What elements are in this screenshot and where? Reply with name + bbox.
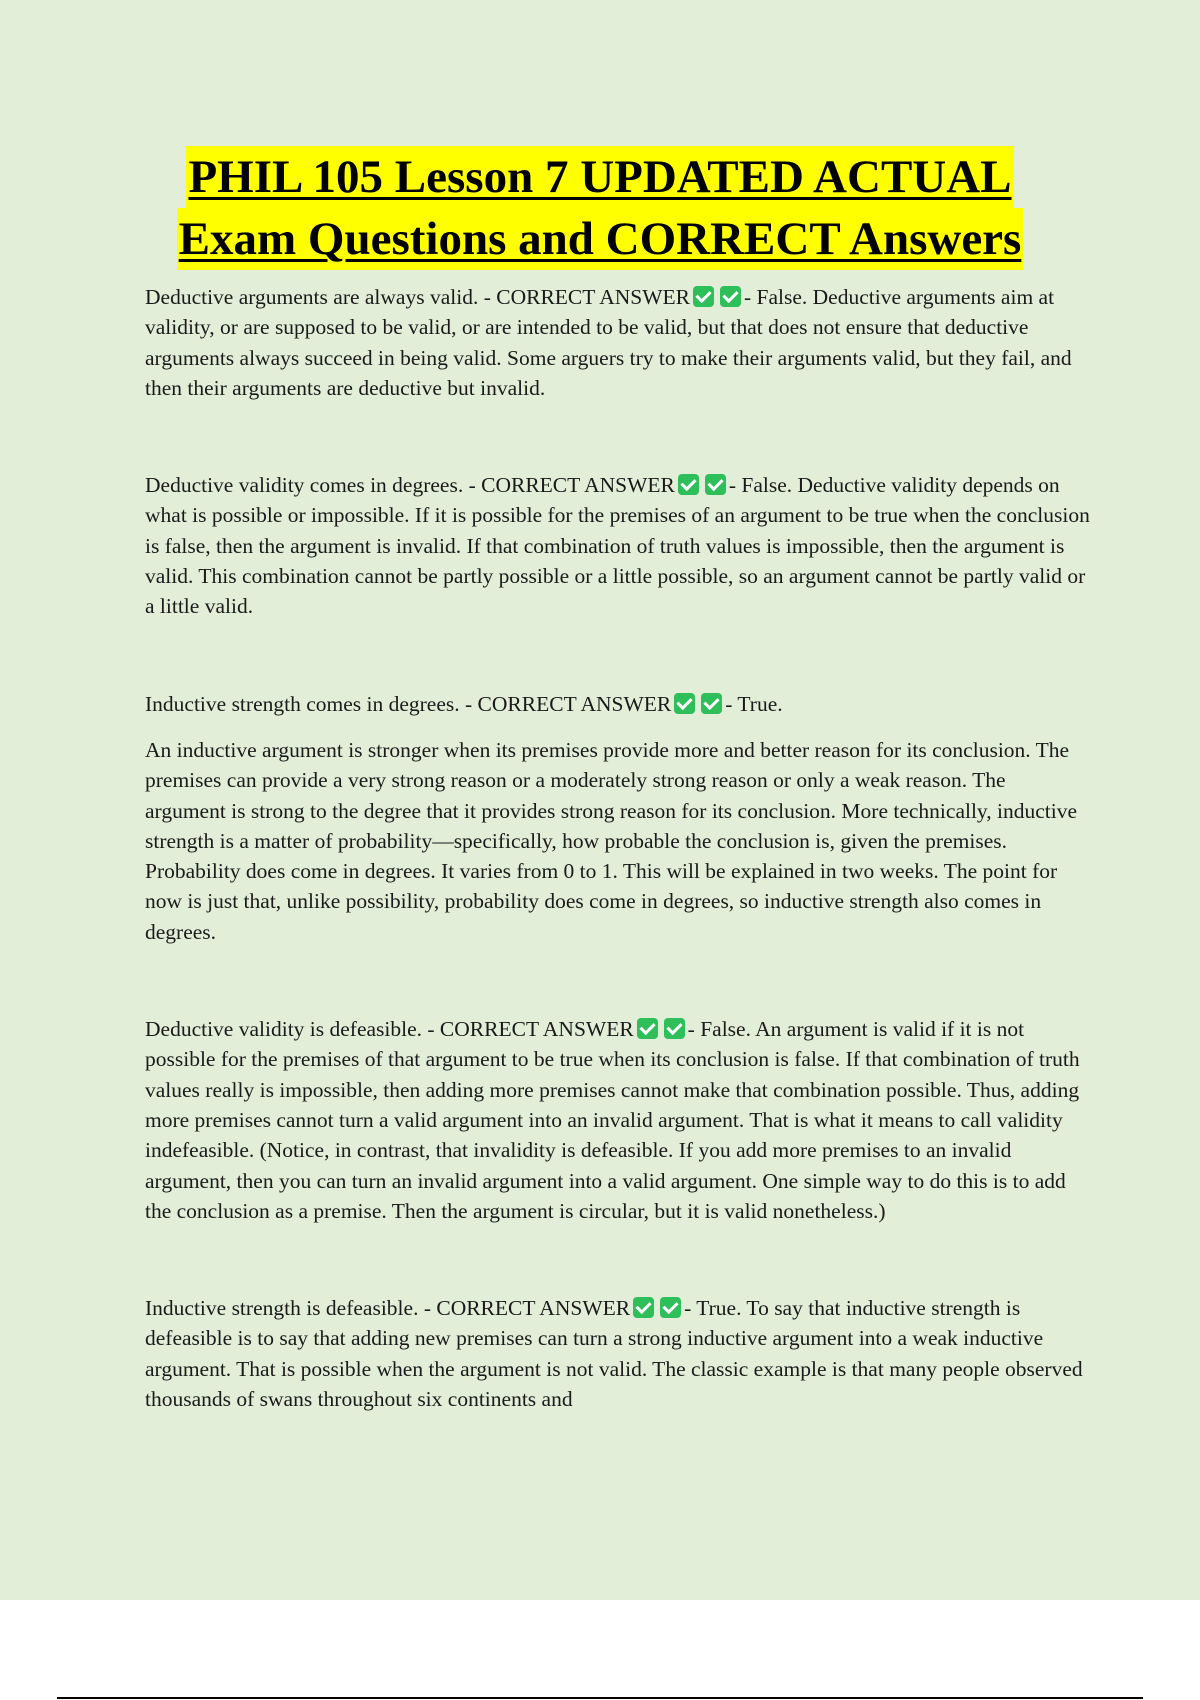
qa-list — [145, 282, 1090, 1414]
page-title — [0, 146, 1200, 270]
question-text: Deductive arguments are always valid. - CORRECT ANSWER — [145, 285, 690, 309]
question-text: Inductive strength is defeasible. - CORRECT ANSWER — [145, 1296, 631, 1321]
check-mark-button-icon — [705, 474, 726, 495]
check-mark-button-icon — [637, 1018, 658, 1039]
answer-text: - True. — [725, 691, 783, 716]
question-text: Inductive strength comes in degrees. - CORRECT ANSWER — [145, 691, 672, 716]
check-mark-button-icon — [633, 1297, 654, 1318]
check-mark-button-icon — [693, 286, 714, 307]
qa-item — [145, 1293, 1090, 1414]
check-mark-button-icon — [660, 1297, 681, 1318]
question-text: Deductive validity is defeasible. - CORRECT ANSWER — [145, 1017, 634, 1042]
answer-text: - False. Deductive arguments aim at validity, or are supposed to be valid, or are intended to be valid, but that does not ensure that deductive arguments always succeed in being valid. Some arguers try to make their arguments valid, but they fail, and then their arguments are deductive but invalid. — [145, 285, 1072, 400]
answer-explanation: An inductive argument is stronger when its premises provide more and better reason for its conclusion. The premises can provide a very strong reason or a moderately strong reason or only a weak reason. The argument is strong to the degree that it provides strong reason for its conclusion. More technically, inductive strength is a matter of probability—specifically, how probable the conclusion is, given the premises. Probability does come in degrees. It varies from 0 to 1. This will be explained in two weeks. The point for now is just that, unlike possibility, probability does come in degrees, so inductive strength also comes in degrees. — [145, 737, 1078, 944]
answer-text: - True. To say that inductive strength is defeasible is to say that adding new premises can turn a strong inductive argument into a weak inductive argument. That is possible when the argument is not valid. The classic example is that many people observed thousands of swans throughout six continents and — [145, 1296, 1083, 1412]
title-line-1: PHIL 105 Lesson 7 UPDATED ACTUAL — [186, 146, 1013, 208]
qa-item — [145, 689, 1090, 719]
qa-item — [145, 282, 1090, 403]
answer-text: - False. An argument is valid if it is not possible for the premises of that argument to be true when its conclusion is false. If that combination of truth values really is impossible, then adding more premises cannot make that combination possible. Thus, adding more premises cannot turn a valid argument into an invalid argument. That is what it means to call validity indefeasible. (Notice, in contrast, that invalidity is defeasible. If you add more premises to an invalid argument, then you can turn an invalid argument into a valid argument. One simple way to do this is to add the conclusion as a premise. Then the argument is circular, but it is valid nonetheless.) — [145, 1017, 1080, 1223]
check-mark-button-icon — [720, 286, 741, 307]
question-text: Deductive validity comes in degrees. - CORRECT ANSWER — [145, 473, 675, 498]
answer-text: - False. Deductive validity depends on what is possible or impossible. If it is possible for the premises of an argument to be true when the conclusion is false, then the argument is invalid. If that combination of truth values is impossible, then the argument is valid. This combination cannot be partly possible or a little possible, so an argument cannot be partly valid or a little valid. — [145, 473, 1090, 619]
check-mark-button-icon — [678, 474, 699, 495]
qa-item — [145, 1014, 1090, 1226]
check-mark-button-icon — [674, 693, 695, 714]
footer-divider — [57, 1697, 1143, 1699]
qa-item — [145, 470, 1090, 621]
check-mark-button-icon — [701, 693, 722, 714]
title-line-2: Exam Questions and CORRECT Answers — [177, 208, 1024, 270]
check-mark-button-icon — [664, 1018, 685, 1039]
